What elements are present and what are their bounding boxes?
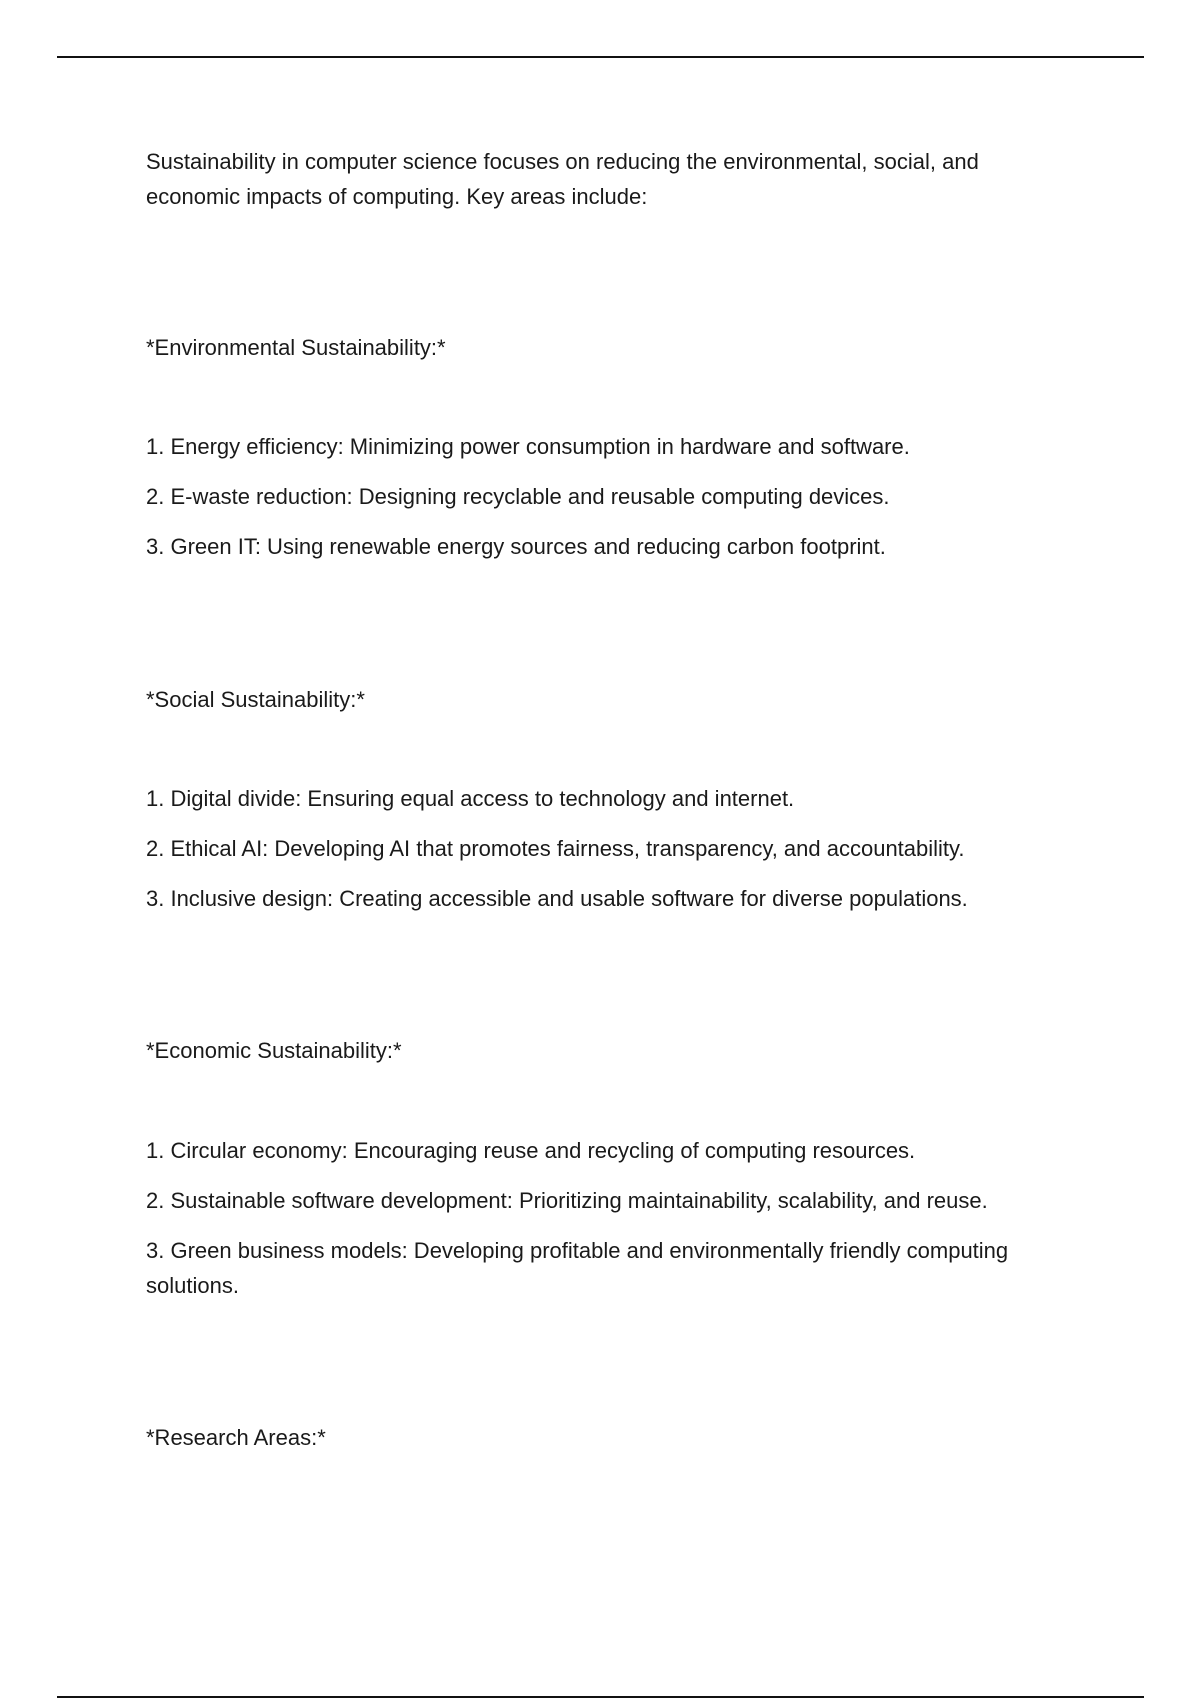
social-list (146, 781, 1086, 931)
list-item: 1. Circular economy: Encouraging reuse and recycling of computing resources. (146, 1138, 916, 1163)
list-item: 1. Energy efficiency: Minimizing power consumption in hardware and software. (146, 434, 910, 459)
list-item: 1. Digital divide: Ensuring equal access to technology and internet. (146, 786, 795, 811)
list-item: 2. Ethical AI: Developing AI that promotes fairness, transparency, and accountability. (146, 836, 965, 861)
section-heading-economic: *Economic Sustainability:* (146, 1038, 402, 1063)
list-item: 3. Green business models: Developing profitable and environmentally friendly computing solutions. (146, 1238, 1009, 1298)
page-top-rule (57, 56, 1144, 58)
list-item: 2. Sustainable software development: Prioritizing maintainability, scalability, and reuse. (146, 1188, 988, 1213)
page-bottom-rule (57, 1696, 1144, 1698)
intro-paragraph: Sustainability in computer science focuses on reducing the environmental, social, and economic impacts of computing. Key areas include: (146, 149, 979, 209)
list-item: 2. E-waste reduction: Designing recyclable and reusable computing devices. (146, 484, 890, 509)
list-item: 3. Green IT: Using renewable energy sources and reducing carbon footprint. (146, 534, 886, 559)
economic-list (146, 1133, 1086, 1318)
section-heading-research: *Research Areas:* (146, 1425, 326, 1450)
section-heading-environmental: *Environmental Sustainability:* (146, 335, 446, 360)
list-item: 3. Inclusive design: Creating accessible and usable software for diverse populations. (146, 886, 968, 911)
environmental-list (146, 429, 1086, 579)
section-heading-social: *Social Sustainability:* (146, 687, 365, 712)
